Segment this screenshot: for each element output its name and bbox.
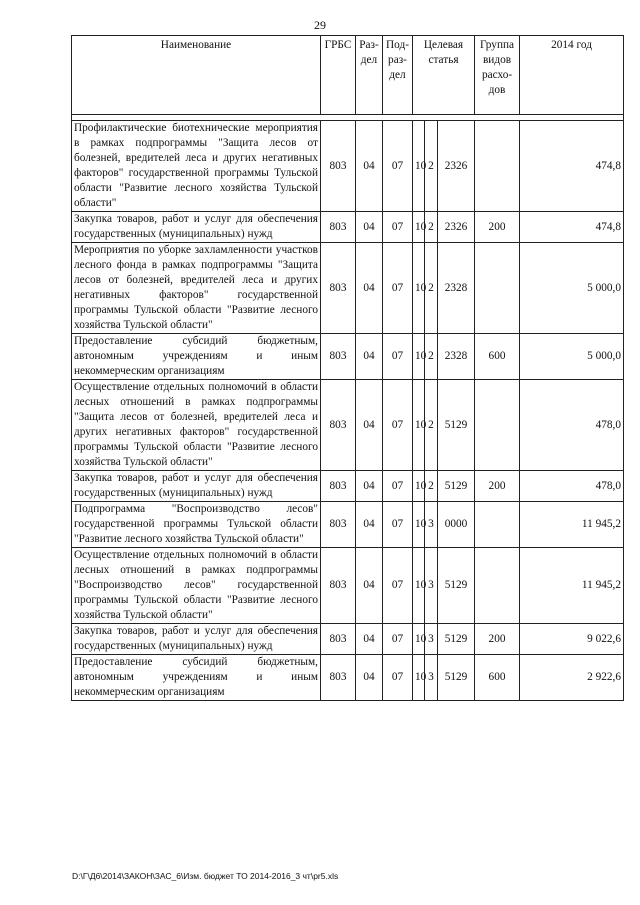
expense-group-cell: 200 — [475, 624, 520, 655]
razdel-cell: 04 — [356, 655, 383, 701]
table-row — [72, 471, 624, 502]
expense-group-cell — [475, 121, 520, 212]
target-subprogram-cell: 3 — [425, 655, 438, 701]
header-expense-group: Группа видов расхо- дов — [475, 36, 520, 115]
target-program-cell: 10 — [413, 548, 425, 624]
row-name-cell: Закупка товаров, работ и услуг для обеспечения государственных (муниципальных) нужд — [72, 471, 321, 502]
target-program-cell: 10 — [413, 624, 425, 655]
amount-cell: 474,8 — [520, 212, 624, 243]
expense-group-cell: 600 — [475, 334, 520, 380]
podrazdel-cell: 07 — [383, 334, 413, 380]
target-code-cell: 5129 — [438, 548, 475, 624]
table-row — [72, 380, 624, 471]
amount-cell: 2 922,6 — [520, 655, 624, 701]
header-target-article: Целевая статья — [413, 36, 475, 115]
header-podrazdel: Под- раз- дел — [383, 36, 413, 115]
row-name-cell: Предоставление субсидий бюджетным, автономным учреждениям и иным некоммерческим организациям — [72, 655, 321, 701]
grbs-cell: 803 — [321, 624, 356, 655]
header-name: Наименование — [72, 36, 321, 115]
podrazdel-cell: 07 — [383, 624, 413, 655]
target-subprogram-cell: 2 — [425, 471, 438, 502]
table-row — [72, 502, 624, 548]
target-code-cell: 5129 — [438, 380, 475, 471]
grbs-cell: 803 — [321, 655, 356, 701]
amount-cell: 478,0 — [520, 471, 624, 502]
table-row — [72, 243, 624, 334]
target-code-cell: 2328 — [438, 334, 475, 380]
budget-table — [71, 35, 624, 701]
grbs-cell: 803 — [321, 380, 356, 471]
razdel-cell: 04 — [356, 334, 383, 380]
target-program-cell: 10 — [413, 121, 425, 212]
grbs-cell: 803 — [321, 548, 356, 624]
target-program-cell: 10 — [413, 502, 425, 548]
row-name-cell: Мероприятия по уборке захламленности участков лесного фонда в рамках подпрограммы "Защита лесов от болезней, вредителей леса и других негативных факторов" государственной программы Тульской области "Развитие лесного хозяйства Тульской области" — [72, 243, 321, 334]
target-code-cell: 0000 — [438, 502, 475, 548]
podrazdel-cell: 07 — [383, 655, 413, 701]
razdel-cell: 04 — [356, 212, 383, 243]
razdel-cell: 04 — [356, 121, 383, 212]
razdel-cell: 04 — [356, 380, 383, 471]
table-header — [72, 36, 624, 115]
grbs-cell: 803 — [321, 334, 356, 380]
header-razdel: Раз- дел — [356, 36, 383, 115]
header-grbs: ГРБС — [321, 36, 356, 115]
target-subprogram-cell: 2 — [425, 121, 438, 212]
podrazdel-cell: 07 — [383, 548, 413, 624]
razdel-cell: 04 — [356, 624, 383, 655]
target-subprogram-cell: 3 — [425, 502, 438, 548]
amount-cell: 5 000,0 — [520, 243, 624, 334]
target-subprogram-cell: 2 — [425, 380, 438, 471]
podrazdel-cell: 07 — [383, 471, 413, 502]
target-subprogram-cell: 3 — [425, 624, 438, 655]
row-name-cell: Осуществление отдельных полномочий в области лесных отношений в рамках подпрограммы "Воспроизводство лесов" государственной программы Тульской области "Развитие лесного хозяйства Тульской области" — [72, 548, 321, 624]
row-name-cell: Осуществление отдельных полномочий в области лесных отношений в рамках подпрограммы "Защита лесов от болезней, вредителей леса и других негативных факторов" государственной программы Тульской области "Развитие лесного хозяйства Тульской области" — [72, 380, 321, 471]
amount-cell: 9 022,6 — [520, 624, 624, 655]
table-row — [72, 212, 624, 243]
row-name-cell: Предоставление субсидий бюджетным, автономным учреждениям и иным некоммерческим организациям — [72, 334, 321, 380]
file-path-footer: D:\Г\Д6\2014\ЗАКОН\ЗАС_6\Изм. бюджет ТО 2014-2016_3 чт\pr5.xls — [72, 871, 339, 881]
podrazdel-cell: 07 — [383, 121, 413, 212]
expense-group-cell: 600 — [475, 655, 520, 701]
row-name-cell: Закупка товаров, работ и услуг для обеспечения государственных (муниципальных) нужд — [72, 624, 321, 655]
row-name-cell: Подпрограмма "Воспроизводство лесов" государственной программы Тульской области "Развитие лесного хозяйства Тульской области" — [72, 502, 321, 548]
table-row — [72, 655, 624, 701]
amount-cell: 474,8 — [520, 121, 624, 212]
razdel-cell: 04 — [356, 502, 383, 548]
header-year-2014: 2014 год — [520, 36, 624, 115]
target-code-cell: 2326 — [438, 121, 475, 212]
amount-cell: 11 945,2 — [520, 548, 624, 624]
target-subprogram-cell: 2 — [425, 212, 438, 243]
target-code-cell: 2326 — [438, 212, 475, 243]
row-name-cell: Профилактические биотехнические мероприятия в рамках подпрограммы "Защита лесов от болезней, вредителей леса и других негативных факторов" государственной программы Тульской области "Развитие лесного хозяйства Тульской области" — [72, 121, 321, 212]
razdel-cell: 04 — [356, 243, 383, 334]
target-program-cell: 10 — [413, 243, 425, 334]
target-code-cell: 2328 — [438, 243, 475, 334]
table-body — [72, 115, 624, 701]
podrazdel-cell: 07 — [383, 380, 413, 471]
target-program-cell: 10 — [413, 334, 425, 380]
target-program-cell: 10 — [413, 655, 425, 701]
amount-cell: 478,0 — [520, 380, 624, 471]
grbs-cell: 803 — [321, 243, 356, 334]
expense-group-cell — [475, 380, 520, 471]
target-program-cell: 10 — [413, 380, 425, 471]
grbs-cell: 803 — [321, 471, 356, 502]
expense-group-cell — [475, 243, 520, 334]
target-subprogram-cell: 2 — [425, 334, 438, 380]
target-program-cell: 10 — [413, 471, 425, 502]
amount-cell: 11 945,2 — [520, 502, 624, 548]
expense-group-cell: 200 — [475, 212, 520, 243]
table-row — [72, 624, 624, 655]
target-subprogram-cell: 3 — [425, 548, 438, 624]
razdel-cell: 04 — [356, 471, 383, 502]
target-code-cell: 5129 — [438, 655, 475, 701]
target-code-cell: 5129 — [438, 471, 475, 502]
row-name-cell: Закупка товаров, работ и услуг для обеспечения государственных (муниципальных) нужд — [72, 212, 321, 243]
target-code-cell: 5129 — [438, 624, 475, 655]
table-row — [72, 334, 624, 380]
grbs-cell: 803 — [321, 121, 356, 212]
page-number: 29 — [314, 18, 326, 32]
grbs-cell: 803 — [321, 502, 356, 548]
amount-cell: 5 000,0 — [520, 334, 624, 380]
target-subprogram-cell: 2 — [425, 243, 438, 334]
expense-group-cell: 200 — [475, 471, 520, 502]
podrazdel-cell: 07 — [383, 212, 413, 243]
expense-group-cell — [475, 502, 520, 548]
podrazdel-cell: 07 — [383, 243, 413, 334]
target-program-cell: 10 — [413, 212, 425, 243]
razdel-cell: 04 — [356, 548, 383, 624]
table-row — [72, 121, 624, 212]
grbs-cell: 803 — [321, 212, 356, 243]
podrazdel-cell: 07 — [383, 502, 413, 548]
table-row — [72, 548, 624, 624]
expense-group-cell — [475, 548, 520, 624]
